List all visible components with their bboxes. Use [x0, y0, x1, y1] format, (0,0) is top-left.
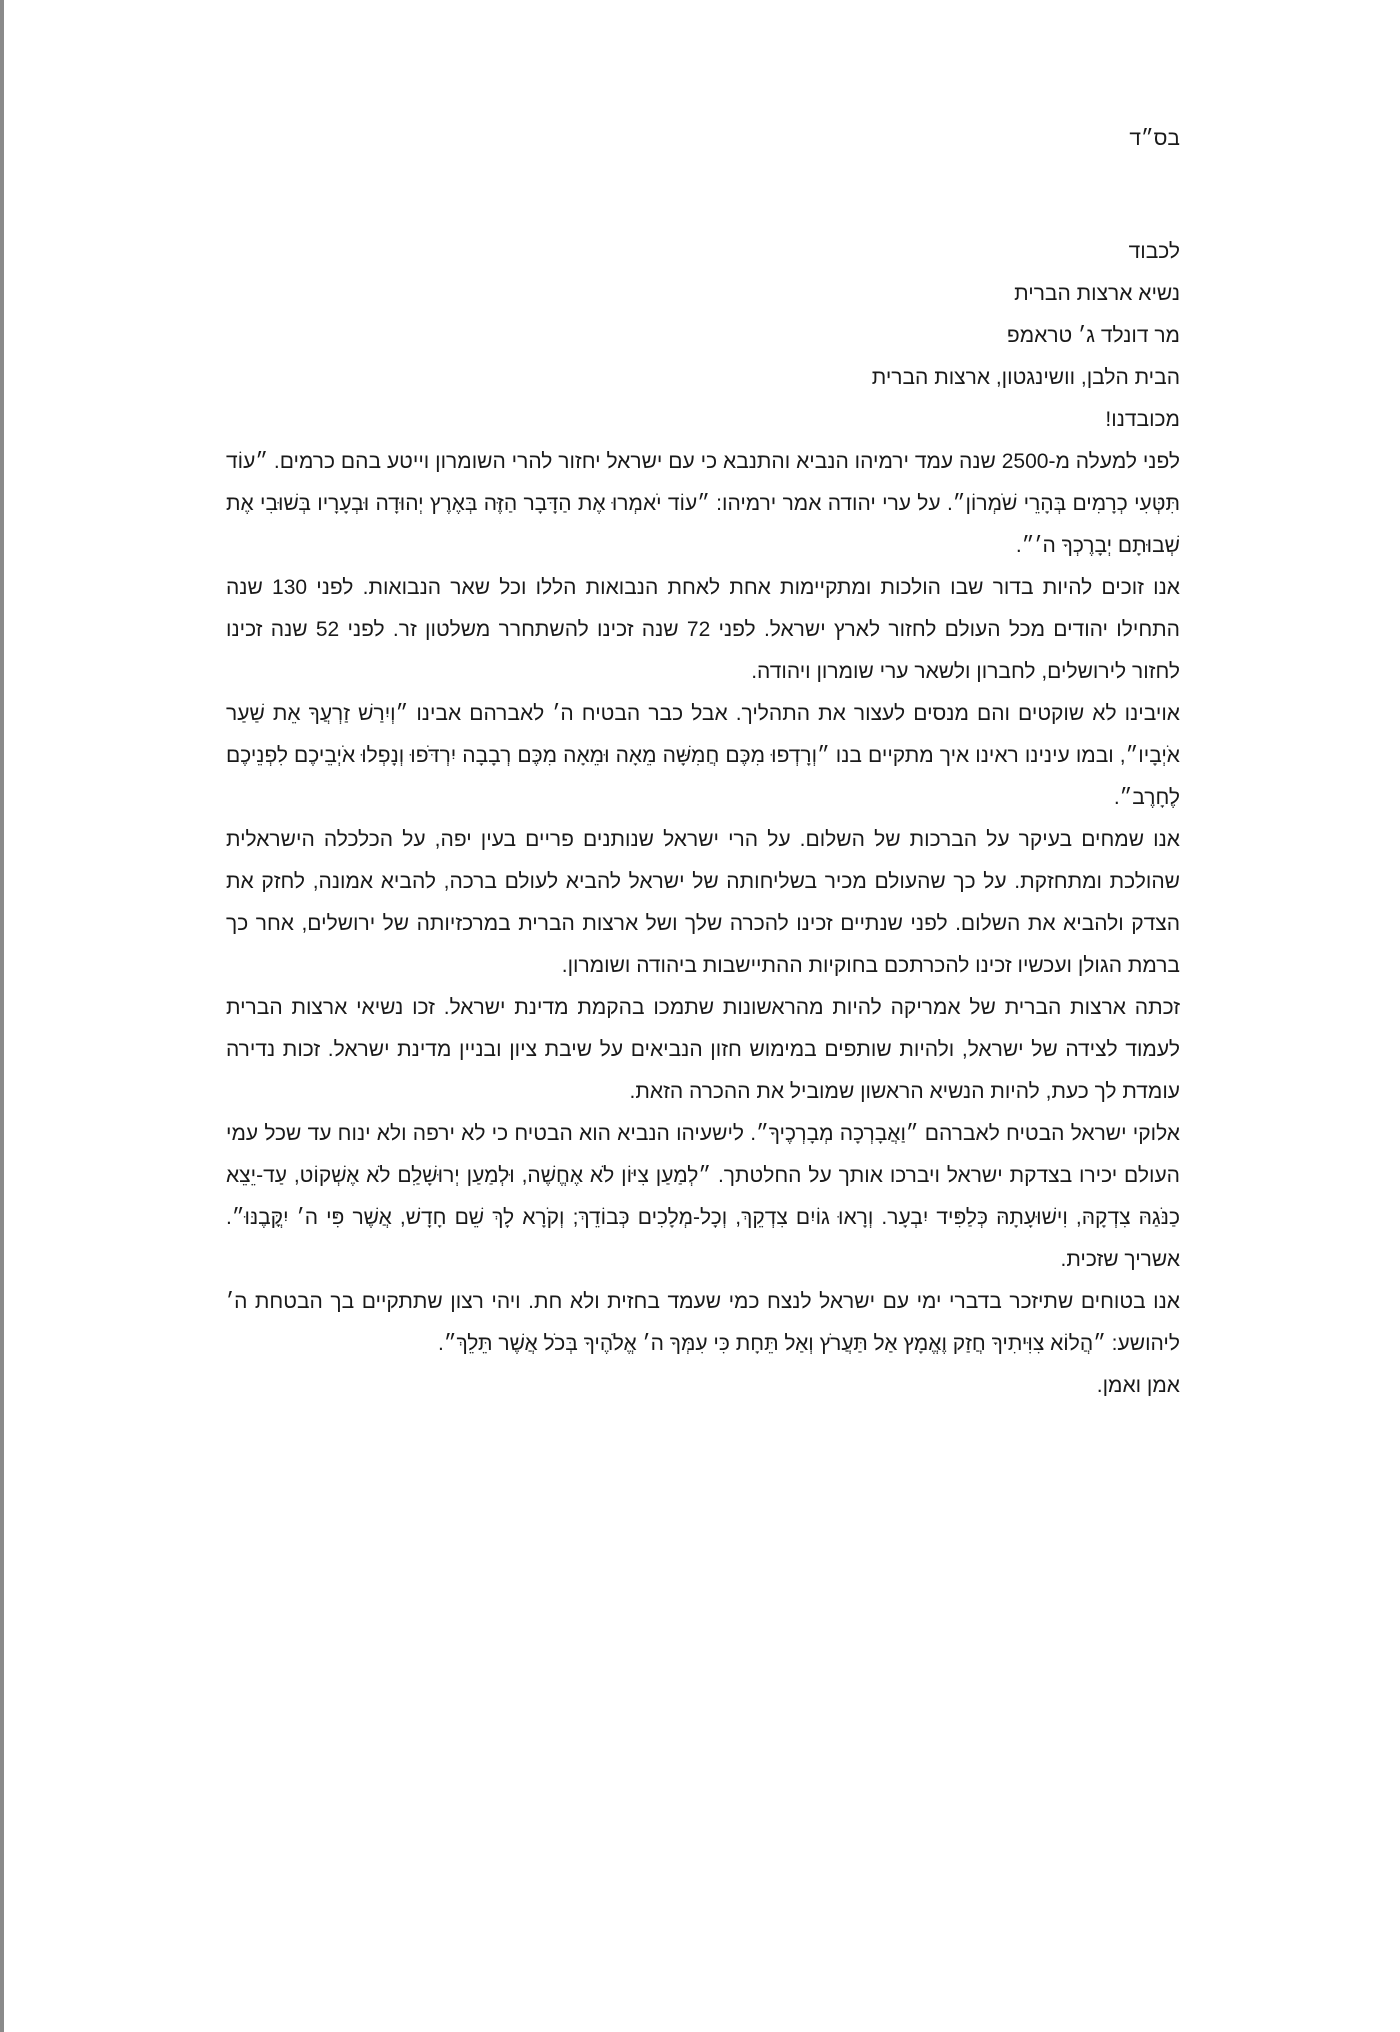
paragraph-4: אנו שמחים בעיקר על הברכות של השלום. על הרי ישראל שנותנים פריים בעין יפה, על הכלכלה הישראלית שהולכת ומתחזקת. על כך שהעולם מכיר בשליחותה של ישראל להביא לעולם ברכה, להביא אמונה, לחזק את הצדק ולהביא את השלום. לפני שנתיים זכינו להכרה שלך ושל ארצות הברית במרכזיותה של ירושלים, אחר כך ברמת הגולן ועכשיו זכינו להכרתכם בחוקיות ההתיישבות ביהודה ושומרון.	[226, 828, 1180, 977]
letter-heading: בס״ד	[1129, 127, 1180, 150]
letter-body	[226, 118, 1180, 1407]
paragraph-6: אלוקי ישראל הבטיח לאברהם ״וַאֲבָרְכָה מְבָרְכֶיךָ״. לישעיהו הנביא הוא הבטיח כי לא ירפה ולא ינוח עד שכל עמי העולם יכירו בצדקת ישראל ויברכו אותך על החלטתך. ״לְמַעַן צִיּוֹן לֹא אֶחֱשֶׁה, וּלְמַעַן יְרוּשָׁלִַם לֹא אֶשְׁקוֹט, עַד-יֵצֵא כַנֹּגַהּ צִדְקָהּ, וִישׁוּעָתָהּ כְּלַפִּיד יִבְעָר. וְרָאוּ גוֹיִם צִדְקֵךְ, וְכָל-מְלָכִים כְּבוֹדֵךְ; וְקֹרָא לָךְ שֵׁם חָדָשׁ, אֲשֶׁר פִּי ה׳ יִקֳּבֶנּוּ״. אשריך שזכית.	[226, 1122, 1180, 1271]
address-line-3: מר דונלד ג׳ טראמפ	[1006, 324, 1180, 347]
page-left-edge	[0, 0, 4, 2032]
closing-line: אמן ואמן.	[1096, 1374, 1180, 1397]
paragraph-7: אנו בטוחים שתיזכר בדברי ימי עם ישראל לנצח כמי שעמד בחזית ולא חת. ויהי רצון שתתקיים בך הבטחת ה׳ ליהושע: ״הֲלוֹא צִוִּיתִיךָ חֲזַק וֶאֱמָץ אַל תַּעֲרֹץ וְאַל תֵּחָת כִּי עִמְּךָ ה׳ אֱלֹהֶיךָ בְּכֹל אֲשֶׁר תֵּלֵךְ״.	[226, 1290, 1180, 1355]
salutation: מכובדנו!	[1105, 408, 1180, 431]
paragraph-5: זכתה ארצות הברית של אמריקה להיות מהראשונות שתמכו בהקמת מדינת ישראל. זכו נשיאי ארצות הברית לעמוד לצידה של ישראל, ולהיות שותפים במימוש חזון הנביאים על שיבת ציון ובניין מדינת ישראל. זכות נדירה עומדת לך כעת, להיות הנשיא הראשון שמוביל את ההכרה הזאת.	[226, 996, 1180, 1103]
paragraph-3: אויבינו לא שוקטים והם מנסים לעצור את התהליך. אבל כבר הבטיח ה׳ לאברהם אבינו ״וְיִרַשׁ זַרְעֲךָ אֵת שַׁעַר אֹיְבָיו״, ובמו עינינו ראינו איך מתקיים בנו ״וְרָדְפוּ מִכֶּם חֲמִשָּׁה מֵאָה וּמֵאָה מִכֶּם רְבָבָה יִרְדֹּפוּ וְנָפְלוּ אֹיְבֵיכֶם לִפְנֵיכֶם לֶחָרֶב״.	[226, 702, 1180, 809]
paragraph-2: אנו זוכים להיות בדור שבו הולכות ומתקיימות אחת לאחת הנבואות הללו וכל שאר הנבואות. לפני 130 שנה התחילו יהודים מכל העולם לחזור לארץ ישראל. לפני 72 שנה זכינו להשתחרר משלטון זר. לפני 52 שנה זכינו לחזור לירושלים, לחברון ולשאר ערי שומרון ויהודה.	[226, 576, 1180, 683]
paragraph-1: לפני למעלה מ-2500 שנה עמד ירמיהו הנביא והתנבא כי עם ישראל יחזור להרי השומרון וייטע בהם כרמים. ״עוֹד תִּטְּעִי כְרָמִים בְּהָרֵי שֹׁמְרוֹן״. על ערי יהודה אמר ירמיהו: ״עוֹד יֹאמְרוּ אֶת הַדָּבָר הַזֶּה בְּאֶרֶץ יְהוּדָה וּבְעָרָיו בְּשׁוּבִי אֶת שְׁבוּתָם יְבָרֶכְךָ ה׳״.	[226, 450, 1180, 557]
address-line-2: נשיא ארצות הברית	[1014, 282, 1180, 305]
address-line-4: הבית הלבן, וושינגטון, ארצות הברית	[871, 366, 1180, 389]
address-line-1: לכבוד	[1128, 240, 1180, 263]
address-block	[226, 231, 1180, 399]
